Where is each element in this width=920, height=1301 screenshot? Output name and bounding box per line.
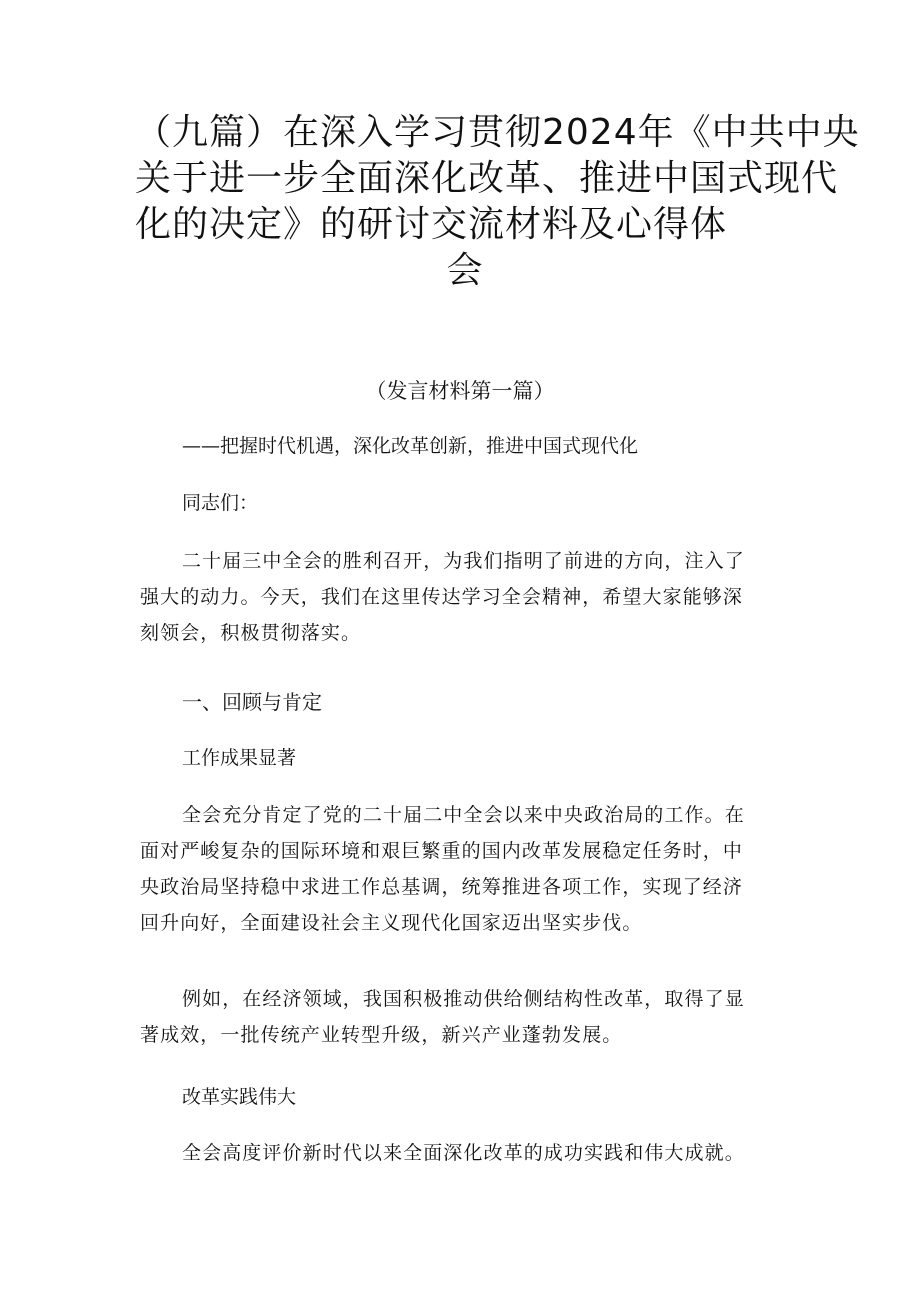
section-heading: 一、回顾与肯定	[182, 690, 322, 714]
salutation: 同志们：	[182, 492, 259, 514]
body-paragraph	[140, 797, 790, 941]
paragraph-line: 二十届三中全会的胜利召开，为我们指明了前进的方向，注入了	[182, 550, 745, 572]
paragraph-line: 强大的动力。今天，我们在这里传达学习全会精神，希望大家能够深	[140, 586, 744, 608]
document-title	[135, 110, 860, 294]
paragraph-line: 央政治局坚持稳中求进工作总基调，统筹推进各项工作，实现了经济	[140, 876, 744, 898]
sub-heading: 改革实践伟大	[182, 1086, 297, 1108]
paragraph-line: 全会充分肯定了党的二十届二中全会以来中央政治局的工作。在	[182, 804, 745, 826]
intro-paragraph	[140, 543, 790, 651]
theme-line: ——把握时代机遇，深化改革创新，推进中国式现代化	[182, 435, 639, 457]
title-line: 化的决定》的研讨交流材料及心得体	[135, 204, 728, 245]
paragraph-line: 例如，在经济领域，我国积极推动供给侧结构性改革，取得了显	[182, 988, 745, 1010]
paragraph-line: 全会高度评价新时代以来全面深化改革的成功实践和伟大成就。	[182, 1142, 745, 1164]
body-paragraph	[140, 1135, 790, 1171]
document-subtitle: （发言材料第一篇）	[365, 379, 555, 403]
paragraph-line: 著成效，一批传统产业转型升级，新兴产业蓬勃发展。	[140, 1024, 623, 1046]
paragraph-line: 刻领会，积极贯彻落实。	[140, 622, 362, 644]
paragraph-line: 回升向好，全面建设社会主义现代化国家迈出坚实步伐。	[140, 912, 643, 934]
title-line: 关于进一步全面深化改革、推进中国式现代	[135, 158, 839, 199]
title-line: （九篇）在深入学习贯彻2024年《中共中央	[135, 112, 860, 153]
sub-heading: 工作成果显著	[182, 747, 297, 769]
title-line: 会	[446, 250, 484, 291]
body-paragraph	[140, 981, 790, 1053]
paragraph-line: 面对严峻复杂的国际环境和艰巨繁重的国内改革发展稳定任务时，中	[140, 840, 744, 862]
